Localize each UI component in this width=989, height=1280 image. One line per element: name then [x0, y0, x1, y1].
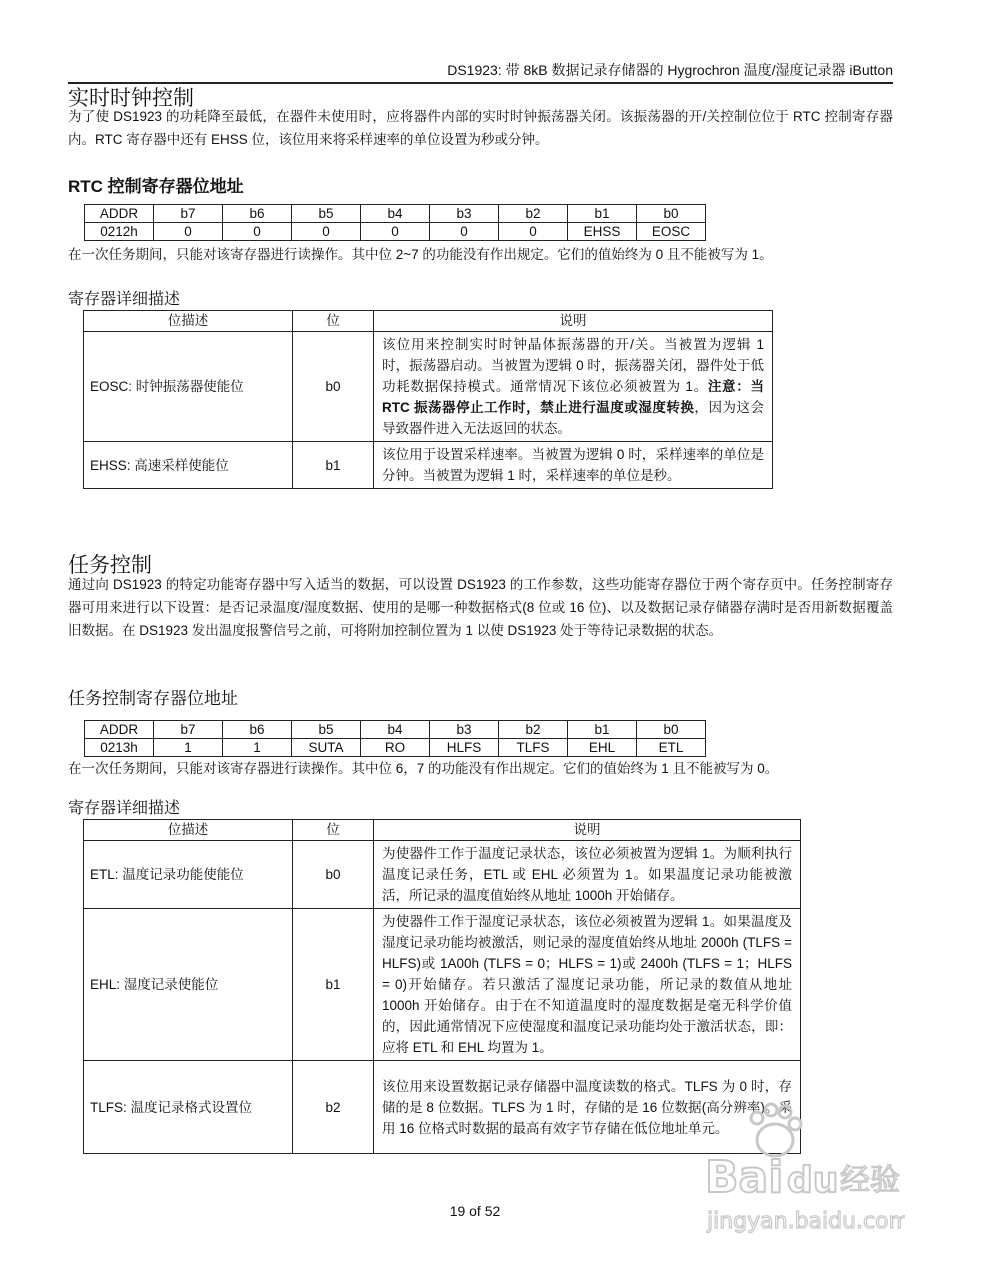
cell: b3 — [430, 205, 499, 223]
mission-bit-table — [84, 720, 706, 757]
bit-name: TLFS: 温度记录格式设置位 — [84, 1061, 293, 1154]
bit: b0 — [293, 332, 374, 442]
table-row — [85, 739, 706, 757]
cell: 0213h — [85, 739, 154, 757]
table-row — [84, 1061, 801, 1154]
cell: b5 — [292, 721, 361, 739]
svg-text:du: du — [787, 1160, 839, 1201]
cell: b5 — [292, 205, 361, 223]
cell: 0 — [223, 223, 292, 241]
bit-name: EHL: 湿度记录使能位 — [84, 909, 293, 1061]
bit: b1 — [293, 442, 374, 489]
cell: 0 — [430, 223, 499, 241]
bit: b2 — [293, 1061, 374, 1154]
table-row — [84, 442, 773, 489]
cell: 0 — [292, 223, 361, 241]
col-header: 说明 — [374, 820, 801, 841]
table-row — [84, 841, 801, 909]
table-header-row — [85, 205, 706, 223]
cell: b0 — [637, 205, 706, 223]
section-title-mission: 任务控制 — [68, 554, 152, 577]
cell: RO — [361, 739, 430, 757]
cell: b2 — [499, 205, 568, 223]
cell: 0212h — [85, 223, 154, 241]
col-header: 位描述 — [84, 820, 293, 841]
cell: ADDR — [85, 205, 154, 223]
bit-name: ETL: 温度记录功能使能位 — [84, 841, 293, 909]
baidu-watermark-logo — [705, 1100, 905, 1240]
mission-register-title: 任务控制寄存器位地址 — [68, 689, 238, 708]
bit-description: 该位用于设置采样速率。当被置为逻辑 0 时，采样速率的单位是分钟。当被置为逻辑 1 时，采样速率的单位是秒。 — [374, 442, 773, 489]
table-row — [84, 909, 801, 1061]
bit: b0 — [293, 841, 374, 909]
svg-text:经验: 经验 — [840, 1163, 900, 1198]
cell: TLFS — [499, 739, 568, 757]
table-row — [85, 223, 706, 241]
section-title-rtc: 实时时钟控制 — [68, 87, 194, 110]
table-header-row — [84, 311, 773, 332]
cell: b6 — [223, 205, 292, 223]
cell: b3 — [430, 721, 499, 739]
rtc-register-title: RTC 控制寄存器位地址 — [68, 177, 244, 196]
cell: 0 — [499, 223, 568, 241]
cell: ETL — [637, 739, 706, 757]
desc-text: 该位用来控制实时时钟晶体振荡器的开/关。当被置为逻辑 1 时，振荡器启动。当被置为逻辑 0 时，振荡器关闭，器件处于低功耗数据保持模式。通常情况下该位必须被置为 1。 — [382, 337, 764, 394]
col-header: 位 — [293, 820, 374, 841]
rtc-note: 在一次任务期间，只能对该寄存器进行读操作。其中位 2~7 的功能没有作出规定。它们的值始终为 0 且不能被写为 1。 — [68, 247, 773, 262]
rtc-bit-table — [84, 204, 706, 241]
mission-detail-table — [83, 819, 801, 1154]
cell: b7 — [154, 205, 223, 223]
col-header: 位 — [293, 311, 374, 332]
bit-name: EOSC: 时钟振荡器使能位 — [84, 332, 293, 442]
cell: b0 — [637, 721, 706, 739]
cell: b1 — [568, 721, 637, 739]
bit-description: 为使器件工作于湿度记录状态，该位必须被置为逻辑 1。如果温度及湿度记录功能均被激活，则记录的湿度值始终从地址 2000h (TLFS = HLFS)或 1A00h (TLFS = 0；HLFS = 1)或 2400h (TLFS = 1；HLFS = 0)开始储存。若只激活了湿度记录功能，所记录的数值从地址 1000h 开始储存。由于在不知道温度时的湿度数据是毫无科学价值的，因此通常情况下应使湿度和温度记录功能均处于激活状态，即：应将 ETL 和 EHL 均置为 1。 — [374, 909, 801, 1061]
running-header: DS1923: 带 8kB 数据记录存储器的 Hygrochron 温度/湿度记录器 iButton — [68, 60, 893, 84]
cell: b1 — [568, 205, 637, 223]
bit: b1 — [293, 909, 374, 1061]
col-header: 说明 — [374, 311, 773, 332]
cell: HLFS — [430, 739, 499, 757]
cell: 1 — [154, 739, 223, 757]
rtc-detail-title: 寄存器详细描述 — [68, 291, 181, 308]
table-header-row — [84, 820, 801, 841]
cell: 0 — [361, 223, 430, 241]
bit-description: 该位用来设置数据记录存储器中温度读数的格式。TLFS 为 0 时，存储的是 8 位数据。TLFS 为 1 时，存储的是 16 位数据(高分辨率)。采用 16 位格式时数据的最高有效字节存储在低位地址单元。 — [374, 1061, 801, 1154]
cell: b6 — [223, 721, 292, 739]
cell: ADDR — [85, 721, 154, 739]
mission-paragraph: 通过向 DS1923 的特定功能寄存器中写入适当的数据，可以设置 DS1923 的工作参数，这些功能寄存器位于两个寄存页中。任务控制寄存器可用来进行以下设置：是否记录温度/湿度数据、使用的是哪一种数据格式(8 位或 16 位)、以及数据记录存储器存满时是否用新数据覆盖旧数据。在 DS1923 发出温度报警信号之前，可将附加控制位置为 1 以使 DS1923 处于等待记录数据的状态。 — [68, 577, 893, 638]
rtc-paragraph: 为了使 DS1923 的功耗降至最低，在器件未使用时，应将器件内部的实时时钟振荡器关闭。该振荡器的开/关控制位位于 RTC 控制寄存器内。RTC 寄存器中还有 EHSS 位，该位用来将采样速率的单位设置为秒或分钟。 — [68, 109, 893, 147]
cell: EOSC — [637, 223, 706, 241]
cell: EHSS — [568, 223, 637, 241]
svg-text:Bai: Bai — [705, 1152, 784, 1203]
page-number: 19 of 52 — [449, 1203, 501, 1219]
table-header-row — [85, 721, 706, 739]
bit-description: 为使器件工作于温度记录状态，该位必须被置为逻辑 1。为顺利执行温度记录任务，ETL 或 EHL 必须置为 1。如果温度记录功能被激活，所记录的温度值始终从地址 1000h 开始储存。 — [374, 841, 801, 909]
table-row — [84, 332, 773, 442]
cell: b7 — [154, 721, 223, 739]
col-header: 位描述 — [84, 311, 293, 332]
mission-detail-title: 寄存器详细描述 — [68, 800, 181, 817]
cell: b4 — [361, 205, 430, 223]
cell: 1 — [223, 739, 292, 757]
cell: b4 — [361, 721, 430, 739]
mission-note: 在一次任务期间，只能对该寄存器进行读操作。其中位 6，7 的功能没有作出规定。它们的值始终为 1 且不能被写为 0。 — [68, 761, 779, 776]
cell: b2 — [499, 721, 568, 739]
svg-text:jingyan.baidu.com: jingyan.baidu.com — [707, 1209, 905, 1234]
rtc-detail-table — [83, 310, 773, 489]
cell: EHL — [568, 739, 637, 757]
desc-warning: 注意：当 RTC 振荡器停止工作时，禁止进行温度或湿度转换 — [382, 379, 765, 415]
desc-text: ，因为这会导致器件进入无法返回的状态。 — [382, 400, 765, 436]
cell: SUTA — [292, 739, 361, 757]
cell: 0 — [154, 223, 223, 241]
bit-name: EHSS: 高速采样使能位 — [84, 442, 293, 489]
bit-description — [374, 332, 773, 442]
